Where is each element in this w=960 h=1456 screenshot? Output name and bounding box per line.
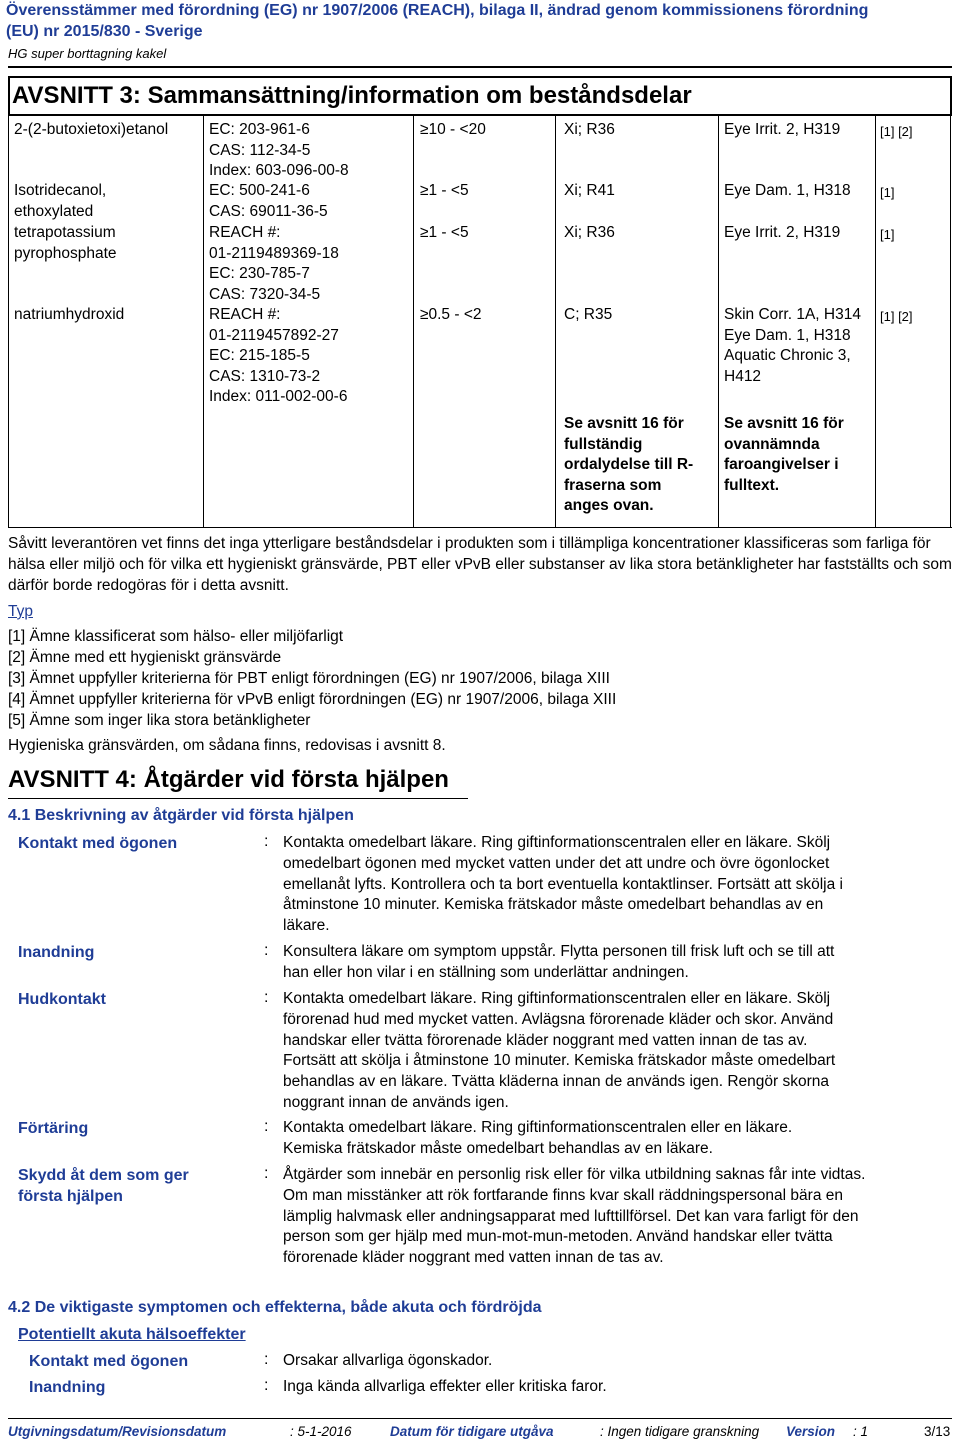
table-line bbox=[203, 114, 204, 528]
table-line bbox=[413, 114, 414, 528]
table-line bbox=[718, 114, 719, 528]
item-label: Förtäring bbox=[18, 1120, 89, 1137]
table-line bbox=[950, 114, 951, 528]
type-list bbox=[8, 626, 616, 731]
type-list-item: [1] Ämne klassificerat som hälso- eller miljöfarligt bbox=[8, 628, 344, 645]
concentration: ≥1 - <5 bbox=[420, 224, 469, 241]
section3-title: AVSNITT 3: Sammansättning/information om beståndsdelar bbox=[12, 82, 692, 109]
concentration: ≥1 - <5 bbox=[420, 182, 469, 199]
section4-underline bbox=[8, 798, 468, 799]
colon: : bbox=[264, 1165, 269, 1182]
regulation-header bbox=[6, 0, 956, 42]
colon: : bbox=[264, 1118, 269, 1135]
substance-identifiers: EC: 203-961-6 CAS: 112-34-5 Index: 603-096-00-8 bbox=[209, 121, 349, 180]
clp-classification: Eye Dam. 1, H318 bbox=[724, 182, 851, 199]
substance-name: Isotridecanol, ethoxylated bbox=[14, 182, 107, 220]
footer-divider bbox=[8, 1418, 952, 1419]
substance-identifiers: REACH #: 01-2119457892-27 EC: 215-185-5 CAS: 1310-73-2 Index: 011-002-00-6 bbox=[209, 306, 348, 406]
colon: : bbox=[264, 1377, 269, 1394]
clp-classification: Skin Corr. 1A, H314 Eye Dam. 1, H318 Aquatic Chronic 3, H412 bbox=[724, 306, 861, 385]
regulation-line-1: Överensstämmer med förordning (EG) nr 1907/2006 (REACH), bilaga II, ändrad genom kommissionens förordning bbox=[6, 2, 869, 19]
substance-identifiers: REACH #: 01-2119489369-18 EC: 230-785-7 CAS: 7320-34-5 bbox=[209, 224, 339, 303]
substance-type: [1] bbox=[880, 185, 895, 200]
type-list-item: [2] Ämne med ett hygieniskt gränsvärde bbox=[8, 649, 282, 666]
regulation-line-2: (EU) nr 2015/830 - Sverige bbox=[6, 23, 203, 40]
item-text: Konsultera läkare om symptom uppstår. Flytta personen till frisk luft och se till att han eller hon vilar i en ställning som underlättar andningen. bbox=[283, 943, 835, 981]
dsd-classification: Xi; R41 bbox=[564, 182, 615, 199]
concentration: ≥0.5 - <2 bbox=[420, 306, 482, 323]
dsd-note: Se avsnitt 16 för fullständig ordalydelse till R- fraserna som anges ovan. bbox=[564, 415, 694, 515]
table-line bbox=[555, 114, 556, 528]
colon: : bbox=[264, 942, 269, 959]
version-value: : 1 bbox=[853, 1424, 869, 1439]
issue-date-label: Utgivningsdatum/Revisionsdatum bbox=[8, 1424, 227, 1439]
subsection-4-2: 4.2 De viktigaste symptomen och effekterna, både akuta och fördröjda bbox=[8, 1299, 542, 1316]
substance-identifiers: EC: 500-241-6 CAS: 69011-36-5 bbox=[209, 182, 328, 220]
table-line bbox=[8, 114, 9, 528]
table-line bbox=[875, 114, 876, 528]
item-label: Inandning bbox=[29, 1379, 106, 1396]
table-bottom bbox=[8, 527, 952, 528]
previous-date-value: : Ingen tidigare granskning bbox=[600, 1424, 760, 1439]
substance-name: tetrapotassium pyrophosphate bbox=[14, 224, 117, 262]
item-text: Inga kända allvarliga effekter eller kritiska faror. bbox=[283, 1378, 607, 1395]
item-label: Skydd åt dem som ger första hjälpen bbox=[18, 1167, 189, 1205]
substance-type: [1] bbox=[880, 227, 895, 242]
item-text: Orsakar allvarliga ögonskador. bbox=[283, 1352, 493, 1369]
hygiene-note: Hygieniska gränsvärden, om sådana finns, redovisas i avsnitt 8. bbox=[8, 737, 446, 754]
clp-classification: Eye Irrit. 2, H319 bbox=[724, 224, 841, 241]
item-text: Kontakta omedelbart läkare. Ring giftinformationscentralen eller en läkare. Skölj omedelbart ögonen med mycket vatten under det att undre och övre ögonlocket emellanåt lyfts. Kontrollera och ta bort eventuella kontaktlinser. Fortsätt att skölja i åtminstone 10 minuter. Kemiska frätskador måste omedelbart behandlas av en läkare. bbox=[283, 834, 843, 935]
substance-type: [1] [2] bbox=[880, 124, 913, 139]
issue-date-value: : 5-1-2016 bbox=[290, 1424, 352, 1439]
header-divider bbox=[8, 66, 952, 68]
clp-classification: Eye Irrit. 2, H319 bbox=[724, 121, 841, 138]
subsection-4-1: 4.1 Beskrivning av åtgärder vid första hjälpen bbox=[8, 807, 354, 824]
item-label: Hudkontakt bbox=[18, 991, 106, 1008]
substance-name: 2-(2-butoxietoxi)etanol bbox=[14, 121, 169, 138]
section4-title: AVSNITT 4: Åtgärder vid första hjälpen bbox=[8, 766, 449, 793]
acute-effects-heading: Potentiellt akuta hälsoeffekter bbox=[18, 1326, 246, 1343]
section3-paragraph: Såvitt leverantören vet finns det inga ytterligare beståndsdelar i produkten som i tillämpliga koncentrationer klassificeras som farliga för hälsa eller miljö och för vilka ett hygieniskt gränsvärde, PBT eller vPvB eller substanser av lika stora betänkligheter har fastställts och som därför borde redogöras för i detta avsnitt. bbox=[8, 535, 952, 594]
type-list-item: [5] Ämne som inger lika stora betänkligheter bbox=[8, 712, 311, 729]
previous-date-label: Datum för tidigare utgåva bbox=[390, 1424, 554, 1439]
item-label: Inandning bbox=[18, 944, 95, 961]
dsd-classification: Xi; R36 bbox=[564, 121, 615, 138]
item-label: Kontakt med ögonen bbox=[18, 835, 178, 852]
dsd-classification: C; R35 bbox=[564, 306, 613, 323]
concentration: ≥10 - <20 bbox=[420, 121, 486, 138]
item-text: Kontakta omedelbart läkare. Ring giftinformationscentralen eller en läkare. Skölj förorenad hud med mycket vatten. Avlägsna förorenade kläder och skor. Använd handskar eller tvätta förorenade kläder noggrant med vatten innan de tas av. Fortsätt att skölja i åtminstone 10 minuter. Kemiska frätskador måste omedelbart behandlas av en läkare. Tvätta kläderna innan de används igen. Rengör skorna noggrant innan de används igen. bbox=[283, 990, 836, 1111]
colon: : bbox=[264, 833, 269, 850]
colon: : bbox=[264, 1351, 269, 1368]
version-label: Version bbox=[786, 1424, 836, 1439]
item-text: Åtgärder som innebär en personlig risk eller för vilka utbildning saknas får inte vidtas. Om man misstänker att rök fortfarande finns kvar skall räddningspersonal bära en lämplig halvmask eller andningsapparat med lufttillförsel. Det kan vara farligt för den person som ger hjälp med mun-mot-mun-metoden. Använd handskar eller tvätta förorenade kläder noggrant med vatten innan de tas av. bbox=[283, 1166, 866, 1267]
section3-title-underline bbox=[8, 114, 952, 116]
item-text: Kontakta omedelbart läkare. Ring giftinformationscentralen eller en läkare. Kemiska frätskador måste omedelbart behandlas av en läkare. bbox=[283, 1119, 793, 1157]
type-list-item: [4] Ämnet uppfyller kriterierna för vPvB enligt förordningen (EG) nr 1907/2006, bilaga XIII bbox=[8, 691, 617, 708]
type-list-item: [3] Ämnet uppfyller kriterierna för PBT enligt förordningen (EG) nr 1907/2006, bilaga XIII bbox=[8, 670, 610, 687]
item-label: Kontakt med ögonen bbox=[29, 1353, 189, 1370]
type-heading: Typ bbox=[8, 603, 33, 620]
dsd-classification: Xi; R36 bbox=[564, 224, 615, 241]
substance-type: [1] [2] bbox=[880, 309, 913, 324]
page-number: 3/13 bbox=[924, 1424, 951, 1439]
product-name: HG super borttagning kakel bbox=[8, 46, 167, 61]
clp-note: Se avsnitt 16 för ovannämnda faroangivelser i fulltext. bbox=[724, 415, 844, 494]
colon: : bbox=[264, 989, 269, 1006]
substance-name: natriumhydroxid bbox=[14, 306, 125, 323]
